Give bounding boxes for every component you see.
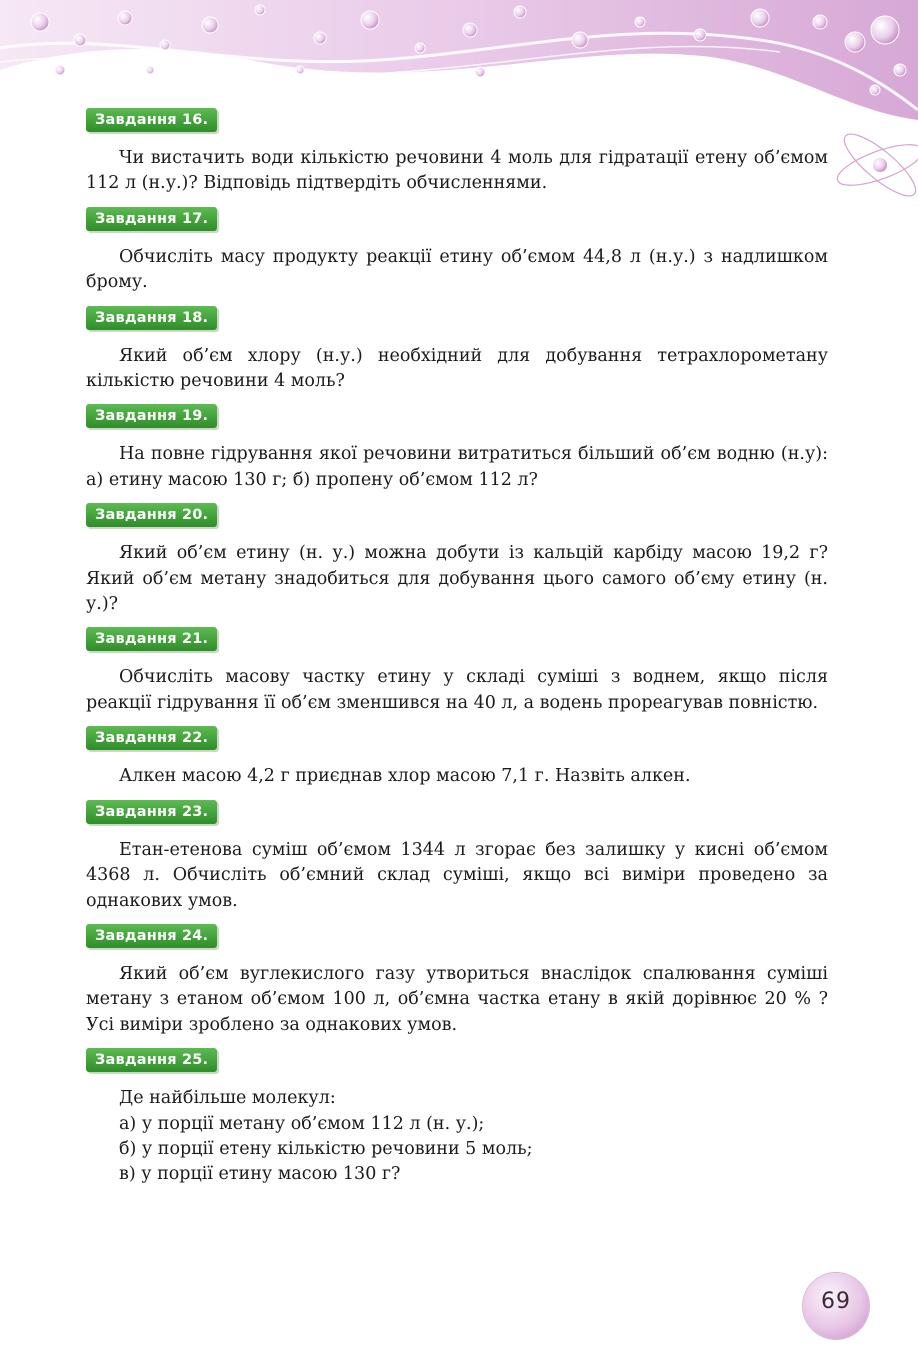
task-text: Чи вистачить води кількістю речовини 4 моль для гідратації етену об’ємом 112 л (н.у.)? Відповідь підтвердіть обчисленнями. — [86, 148, 828, 194]
task-badge: Завдання 25. — [86, 1048, 217, 1072]
task-text: Який об’єм етину (н. у.) можна добути із кальцій карбіду масою 19,2 г? Який об’єм метану знадобиться для добування цього самого об’єму етину (н. у.)? — [86, 543, 828, 615]
task-line: б) у порції етену кількістю речовини 5 моль; — [119, 1138, 533, 1159]
task-21 — [86, 627, 828, 716]
task-18 — [86, 306, 828, 395]
task-text — [86, 1086, 828, 1188]
task-line: Де найбільше молекул: — [119, 1088, 336, 1109]
task-badge: Завдання 24. — [86, 924, 217, 948]
task-text: На повне гідрування якої речовини витратиться більший об’єм водню (н.у): а) етину масою 130 г; б) пропену об’ємом 112 л? — [86, 444, 828, 490]
task-text: Який об’єм вуглекислого газу утвориться внаслідок спалювання суміші метану з етаном об’ємом 100 л, об’ємна частка етану в якій дорівнює 20 % ? Усі виміри зроблено за однакових умов. — [86, 963, 828, 1035]
task-19 — [86, 404, 828, 493]
task-badge: Завдання 19. — [86, 404, 217, 428]
task-badge: Завдання 23. — [86, 800, 217, 824]
page-number: 69 — [821, 1289, 851, 1314]
task-line: в) у порції етину масою 130 г? — [119, 1164, 401, 1185]
task-text: Який об’єм хлору (н.у.) необхідний для добування тетрахлорометану кількістю речовини 4 моль? — [86, 345, 828, 392]
task-16 — [86, 108, 828, 197]
task-23 — [86, 800, 828, 914]
task-17 — [86, 207, 828, 296]
task-badge: Завдання 17. — [86, 207, 217, 231]
task-text: Етан-етенова суміш об’ємом 1344 л згорає без залишку у кисні об’ємом 4368 л. Обчисліть об’ємний склад суміші, якщо всі виміри проведено за однакових умов. — [86, 839, 828, 911]
task-22 — [86, 726, 828, 789]
task-24 — [86, 924, 828, 1038]
task-text: Обчисліть масову частку етину у складі суміші з воднем, якщо після реакції гідрування її об’єм зменшився на 40 л, а водень прореагував повністю. — [86, 667, 828, 713]
task-20 — [86, 503, 828, 617]
task-badge: Завдання 20. — [86, 503, 217, 527]
task-25 — [86, 1048, 828, 1188]
task-badge: Завдання 18. — [86, 306, 217, 330]
task-line: а) у порції метану об’ємом 112 л (н. у.); — [119, 1113, 485, 1134]
task-text: Обчисліть масу продукту реакції етину об’ємом 44,8 л (н.у.) з надлишком брому. — [86, 246, 828, 293]
task-badge: Завдання 21. — [86, 627, 217, 651]
task-badge: Завдання 16. — [86, 108, 217, 132]
task-list — [86, 108, 828, 1188]
task-badge: Завдання 22. — [86, 726, 217, 750]
task-text: Алкен масою 4,2 г приєднав хлор масою 7,1 г. Назвіть алкен. — [119, 766, 691, 787]
